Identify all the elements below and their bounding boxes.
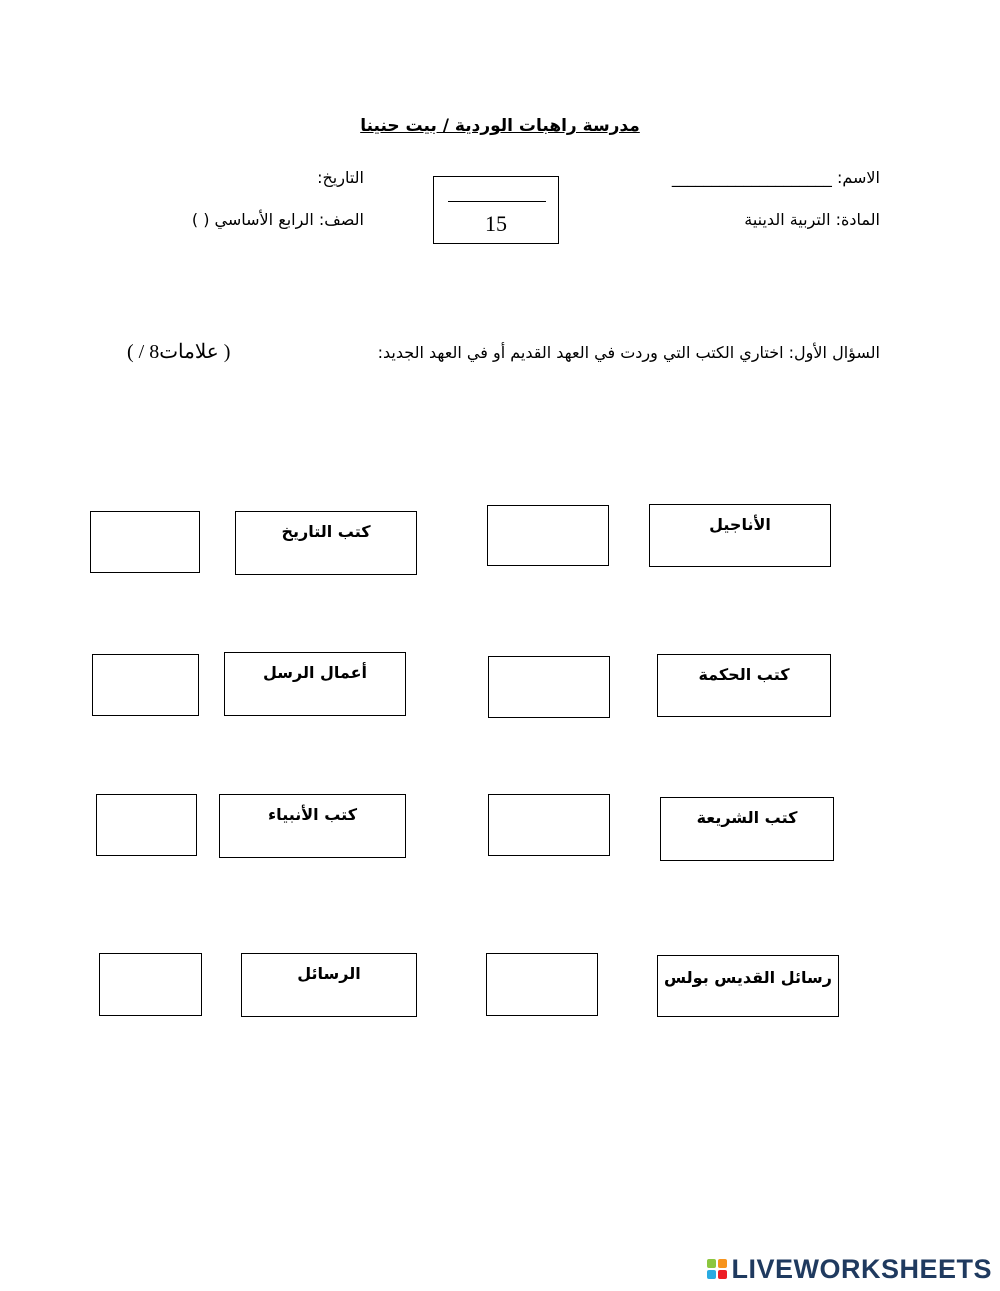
question-marks: ( / 8علامات )	[127, 341, 231, 363]
answer-box[interactable]	[99, 953, 202, 1016]
name-label: الاسم: ____________________	[671, 168, 880, 187]
label-box: الأناجيل	[649, 504, 831, 567]
label-box: كتب الشريعة	[660, 797, 834, 861]
answer-box[interactable]	[488, 656, 610, 718]
date-label: التاريخ:	[317, 168, 364, 187]
label-box: أعمال الرسل	[224, 652, 406, 716]
answer-box[interactable]	[96, 794, 197, 856]
score-total: 15	[485, 211, 507, 236]
label-box: كتب التاريخ	[235, 511, 417, 575]
label-box: كتب الأنبياء	[219, 794, 406, 858]
answer-box[interactable]	[487, 505, 609, 566]
subject-label: المادة: التربية الدينية	[744, 210, 880, 229]
answer-box[interactable]	[486, 953, 598, 1016]
liveworksheets-logo-icon	[707, 1259, 727, 1279]
logo-text: LIVEWORKSHEETS	[731, 1253, 992, 1284]
answer-box[interactable]	[90, 511, 200, 573]
answer-box[interactable]	[488, 794, 610, 856]
grade-label: الصف: الرابع الأساسي ( )	[191, 210, 364, 229]
label-box: الرسائل	[241, 953, 417, 1017]
score-box	[433, 176, 559, 244]
label-box: رسائل القديس بولس	[657, 955, 839, 1017]
label-box: كتب الحكمة	[657, 654, 831, 717]
school-title: مدرسة راهبات الوردية / بيت حنينا	[360, 116, 640, 136]
answer-box[interactable]	[92, 654, 199, 716]
liveworksheets-logo	[707, 1254, 992, 1284]
score-blank-line	[448, 201, 546, 202]
question-text: السؤال الأول: اختاري الكتب التي وردت في العهد القديم أو في العهد الجديد:	[377, 343, 880, 362]
